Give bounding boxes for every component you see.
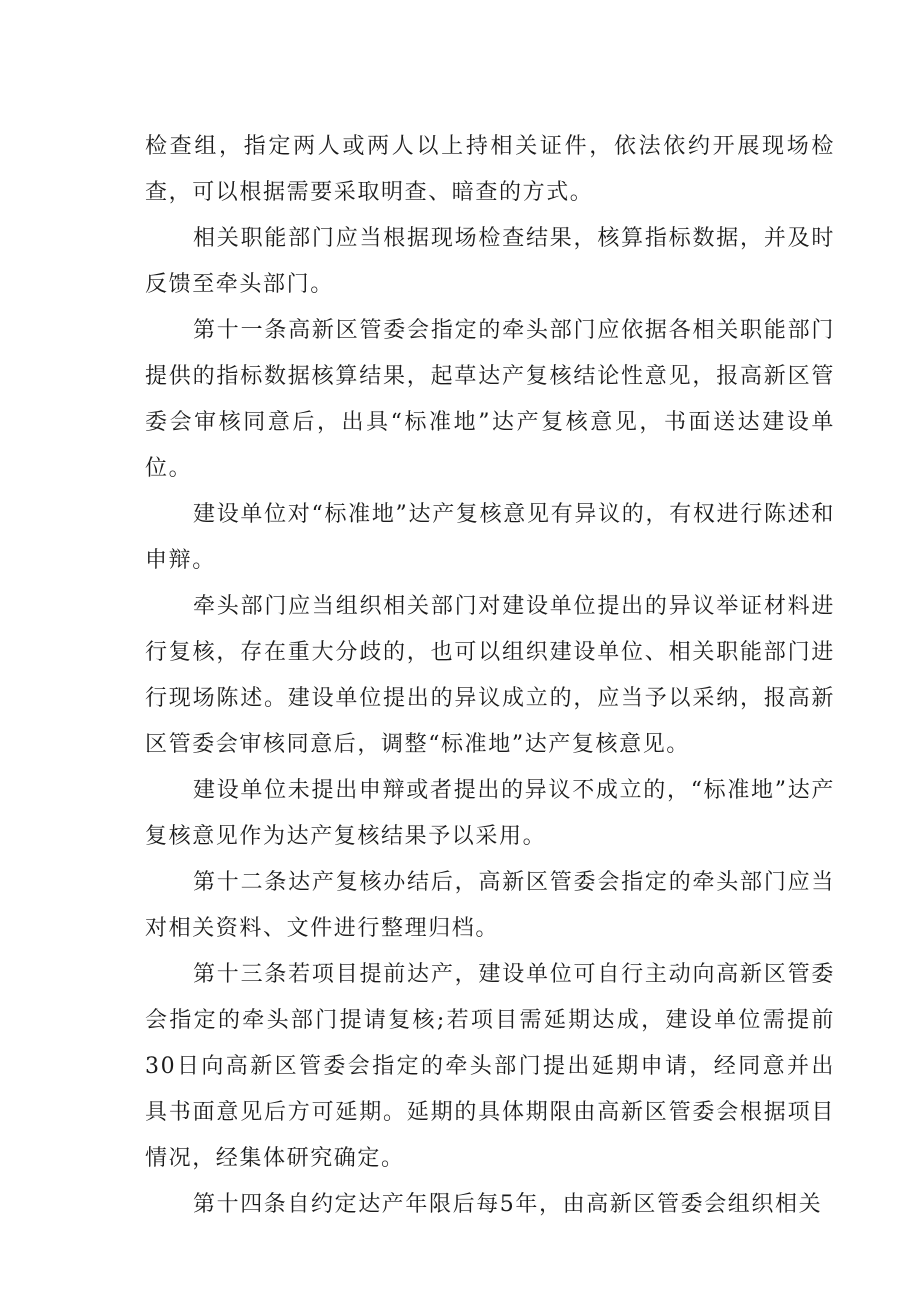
paragraph-objection-review: 牵头部门应当组织相关部门对建设单位提出的异议举证材料进行复核，存在重大分歧的，也可以组织建设单位、相关职能部门进行现场陈述。建设单位提出的异议成立的，应当予以采纳，报高新区管委会审核同意后，调整“标准地”达产复核意见。 bbox=[145, 594, 835, 757]
paragraph-article-11: 第十一条高新区管委会指定的牵头部门应依据各相关职能部门提供的指标数据核算结果，起草达产复核结论性意见，报高新区管委会审核同意后，出具“标准地”达产复核意见，书面送达建设单位。 bbox=[145, 318, 835, 481]
paragraph-article-14: 第十四条自约定达产年限后每5年，由高新区管委会组织相关 bbox=[193, 1192, 823, 1217]
paragraph-feedback: 相关职能部门应当根据现场检查结果，核算指标数据，并及时反馈至牵头部门。 bbox=[145, 226, 835, 297]
paragraph-objection-right: 建设单位对“标准地”达产复核意见有异议的，有权进行陈述和申辩。 bbox=[145, 502, 835, 573]
document-body bbox=[145, 124, 835, 1228]
paragraph-inspection-team: 检查组，指定两人或两人以上持相关证件，依法依约开展现场检查，可以根据需要采取明查、暗查的方式。 bbox=[145, 134, 835, 205]
paragraph-article-13: 第十三条若项目提前达产，建设单位可自行主动向高新区管委会指定的牵头部门提请复核;若项目需延期达成，建设单位需提前30日向高新区管委会指定的牵头部门提出延期申请，经同意并出具书面意见后方可延期。延期的具体期限由高新区管委会根据项目情况，经集体研究确定。 bbox=[145, 962, 835, 1171]
paragraph-no-objection: 建设单位未提出申辩或者提出的异议不成立的，“标准地”达产复核意见作为达产复核结果予以采用。 bbox=[145, 778, 835, 849]
paragraph-article-12: 第十二条达产复核办结后，高新区管委会指定的牵头部门应当对相关资料、文件进行整理归档。 bbox=[145, 870, 835, 941]
